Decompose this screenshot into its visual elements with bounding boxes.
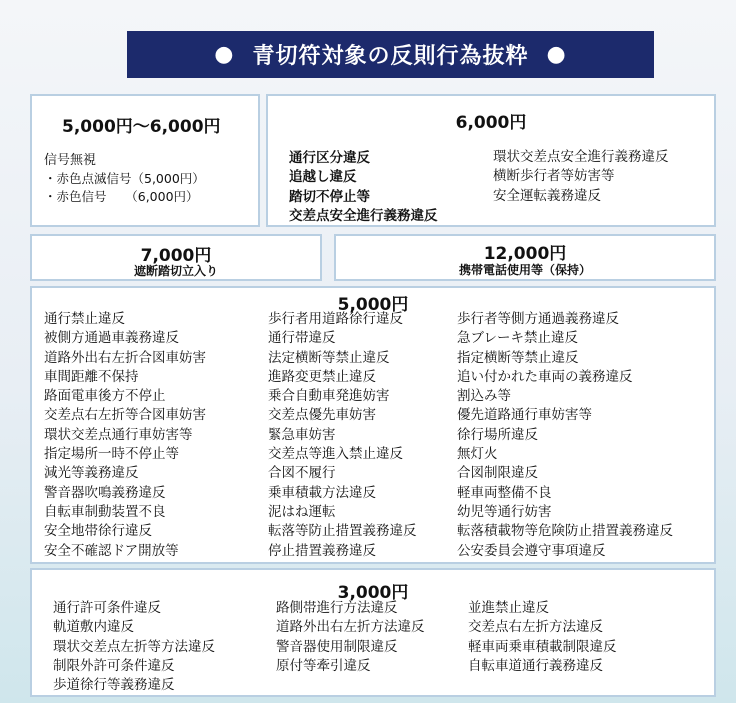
list-item: 無灯火: [457, 446, 498, 463]
list-item: 転落積載物等危険防止措置義務違反: [457, 523, 673, 540]
list-item: 軌道敷内違反: [53, 619, 134, 636]
fine-box-3000: [30, 568, 716, 697]
fine-amount: 7,000円: [140, 246, 212, 266]
fine-amount: 6,000円: [455, 113, 527, 133]
list-item: 指定横断等禁止違反: [457, 349, 579, 366]
list-item: 踏切不停止等: [289, 188, 370, 205]
list-item: 進路変更禁止違反: [268, 368, 376, 385]
list-item: 交差点優先車妨害: [268, 407, 376, 424]
list-item: 軽車両乗車積載制限違反: [468, 638, 617, 655]
item-red-flash: ・赤色点滅信号（5,000円）: [44, 171, 205, 186]
list-item: 合図制限違反: [457, 465, 538, 482]
list-item: 通行帯違反: [268, 330, 336, 347]
list-item: 乗合自動車発進妨害: [268, 388, 390, 405]
fine-amount: 5,000円: [337, 295, 409, 315]
list-item: 自転車道通行義務違反: [468, 657, 603, 674]
list-item: 安全地帯徐行違反: [44, 523, 152, 540]
fine-item: 携帯電話使用等（保持）: [458, 263, 591, 277]
list-item: 軽車両整備不良: [457, 484, 552, 501]
bullet-dot-left: ●: [214, 42, 235, 67]
list-item: 緊急車妨害: [268, 426, 336, 443]
fine-box-5000: [30, 286, 716, 564]
list-col-3: [457, 310, 673, 561]
list-item: 環状交差点安全進行義務違反: [493, 149, 669, 165]
list-item: 追い付かれた車両の義務違反: [457, 368, 633, 385]
fine-item: 遮断踏切立入り: [133, 264, 218, 278]
page-title: 青切符対象の反則行為抜粋: [252, 44, 529, 69]
list-item: 歩行者等側方通過義務違反: [457, 311, 619, 327]
fine-amount: 5,000円〜6,000円: [62, 117, 221, 137]
list-item: 自転車制動装置不良: [44, 503, 166, 520]
list-item: 路面電車後方不停止: [44, 388, 166, 405]
list-item: 環状交差点通行車妨害等: [44, 426, 193, 443]
list-item: 優先道路通行車妨害等: [457, 407, 592, 424]
fine-box-12000: [334, 234, 716, 281]
list-item: 徐行場所違反: [457, 426, 538, 443]
fine-box-5000-6000: [30, 94, 260, 227]
list-item: 追越し違反: [289, 169, 357, 186]
list-item: 通行許可条件違反: [53, 600, 161, 616]
list-item: 路側帯進行方法違反: [276, 600, 398, 616]
list-item: 安全不確認ドア開放等: [44, 542, 179, 559]
item-red-signal: ・赤色信号 （6,000円）: [44, 189, 199, 204]
list-item: 急ブレーキ禁止違反: [457, 330, 578, 347]
bullet-dot-right: ●: [546, 42, 567, 67]
list-item: 転落等防止措置義務違反: [268, 523, 417, 540]
list-col-3: [468, 599, 617, 676]
list-item: 警音器使用制限違反: [276, 638, 398, 655]
list-item: 環状交差点左折等方法違反: [53, 638, 215, 655]
list-item: 泥はね運転: [268, 503, 336, 520]
list-item: 合図不履行: [268, 465, 336, 482]
list-item: 指定場所一時不停止等: [44, 446, 179, 463]
list-item: 歩道徐行等義務違反: [53, 677, 175, 694]
list-item: 通行禁止違反: [44, 311, 125, 327]
list-left: [289, 149, 438, 226]
fine-box-7000: [30, 234, 322, 281]
list-item: 並進禁止違反: [468, 600, 549, 616]
list-item: 停止措置義務違反: [268, 542, 376, 559]
list-item: 制限外許可条件違反: [53, 657, 175, 674]
fine-box-6000: [266, 94, 716, 227]
item-signal-ignore: 信号無視: [44, 153, 97, 168]
list-col-1: [53, 599, 215, 695]
list-item: 原付等牽引違反: [276, 657, 371, 674]
list-col-1: [44, 310, 206, 561]
list-item: 幼児等通行妨害: [457, 503, 552, 520]
list-item: 割込み等: [457, 388, 511, 405]
list-item: 交差点安全進行義務違反: [289, 207, 438, 224]
list-col-2: [276, 599, 425, 676]
list-item: 通行区分違反: [289, 150, 370, 166]
list-col-2: [268, 310, 417, 561]
list-item: 法定横断等禁止違反: [268, 349, 390, 366]
fine-amount: 3,000円: [337, 583, 409, 603]
list-item: 被側方通過車義務違反: [44, 330, 179, 347]
page-title-banner: [127, 31, 654, 78]
fine-amount: 12,000円: [483, 244, 567, 264]
list-item: 公安委員会遵守事項違反: [457, 542, 606, 559]
list-item: 車間距離不保持: [44, 368, 139, 385]
list-item: 乗車積載方法違反: [268, 484, 376, 501]
list-item: 減光等義務違反: [44, 465, 139, 482]
list-item: 歩行者用道路徐行違反: [268, 311, 403, 327]
list-item: 交差点右左折等合図車妨害: [44, 407, 206, 424]
list-item: 交差点等進入禁止違反: [268, 446, 403, 463]
list-item: 安全運転義務違反: [493, 187, 601, 204]
list-item: 警音器吹鳴義務違反: [44, 484, 166, 501]
list-item: 道路外出右左折方法違反: [276, 619, 425, 636]
list-right: [493, 148, 669, 206]
list-item: 横断歩行者等妨害等: [493, 168, 615, 185]
list-item: 道路外出右左折合図車妨害: [44, 349, 206, 366]
list-item: 交差点右左折方法違反: [468, 619, 603, 636]
